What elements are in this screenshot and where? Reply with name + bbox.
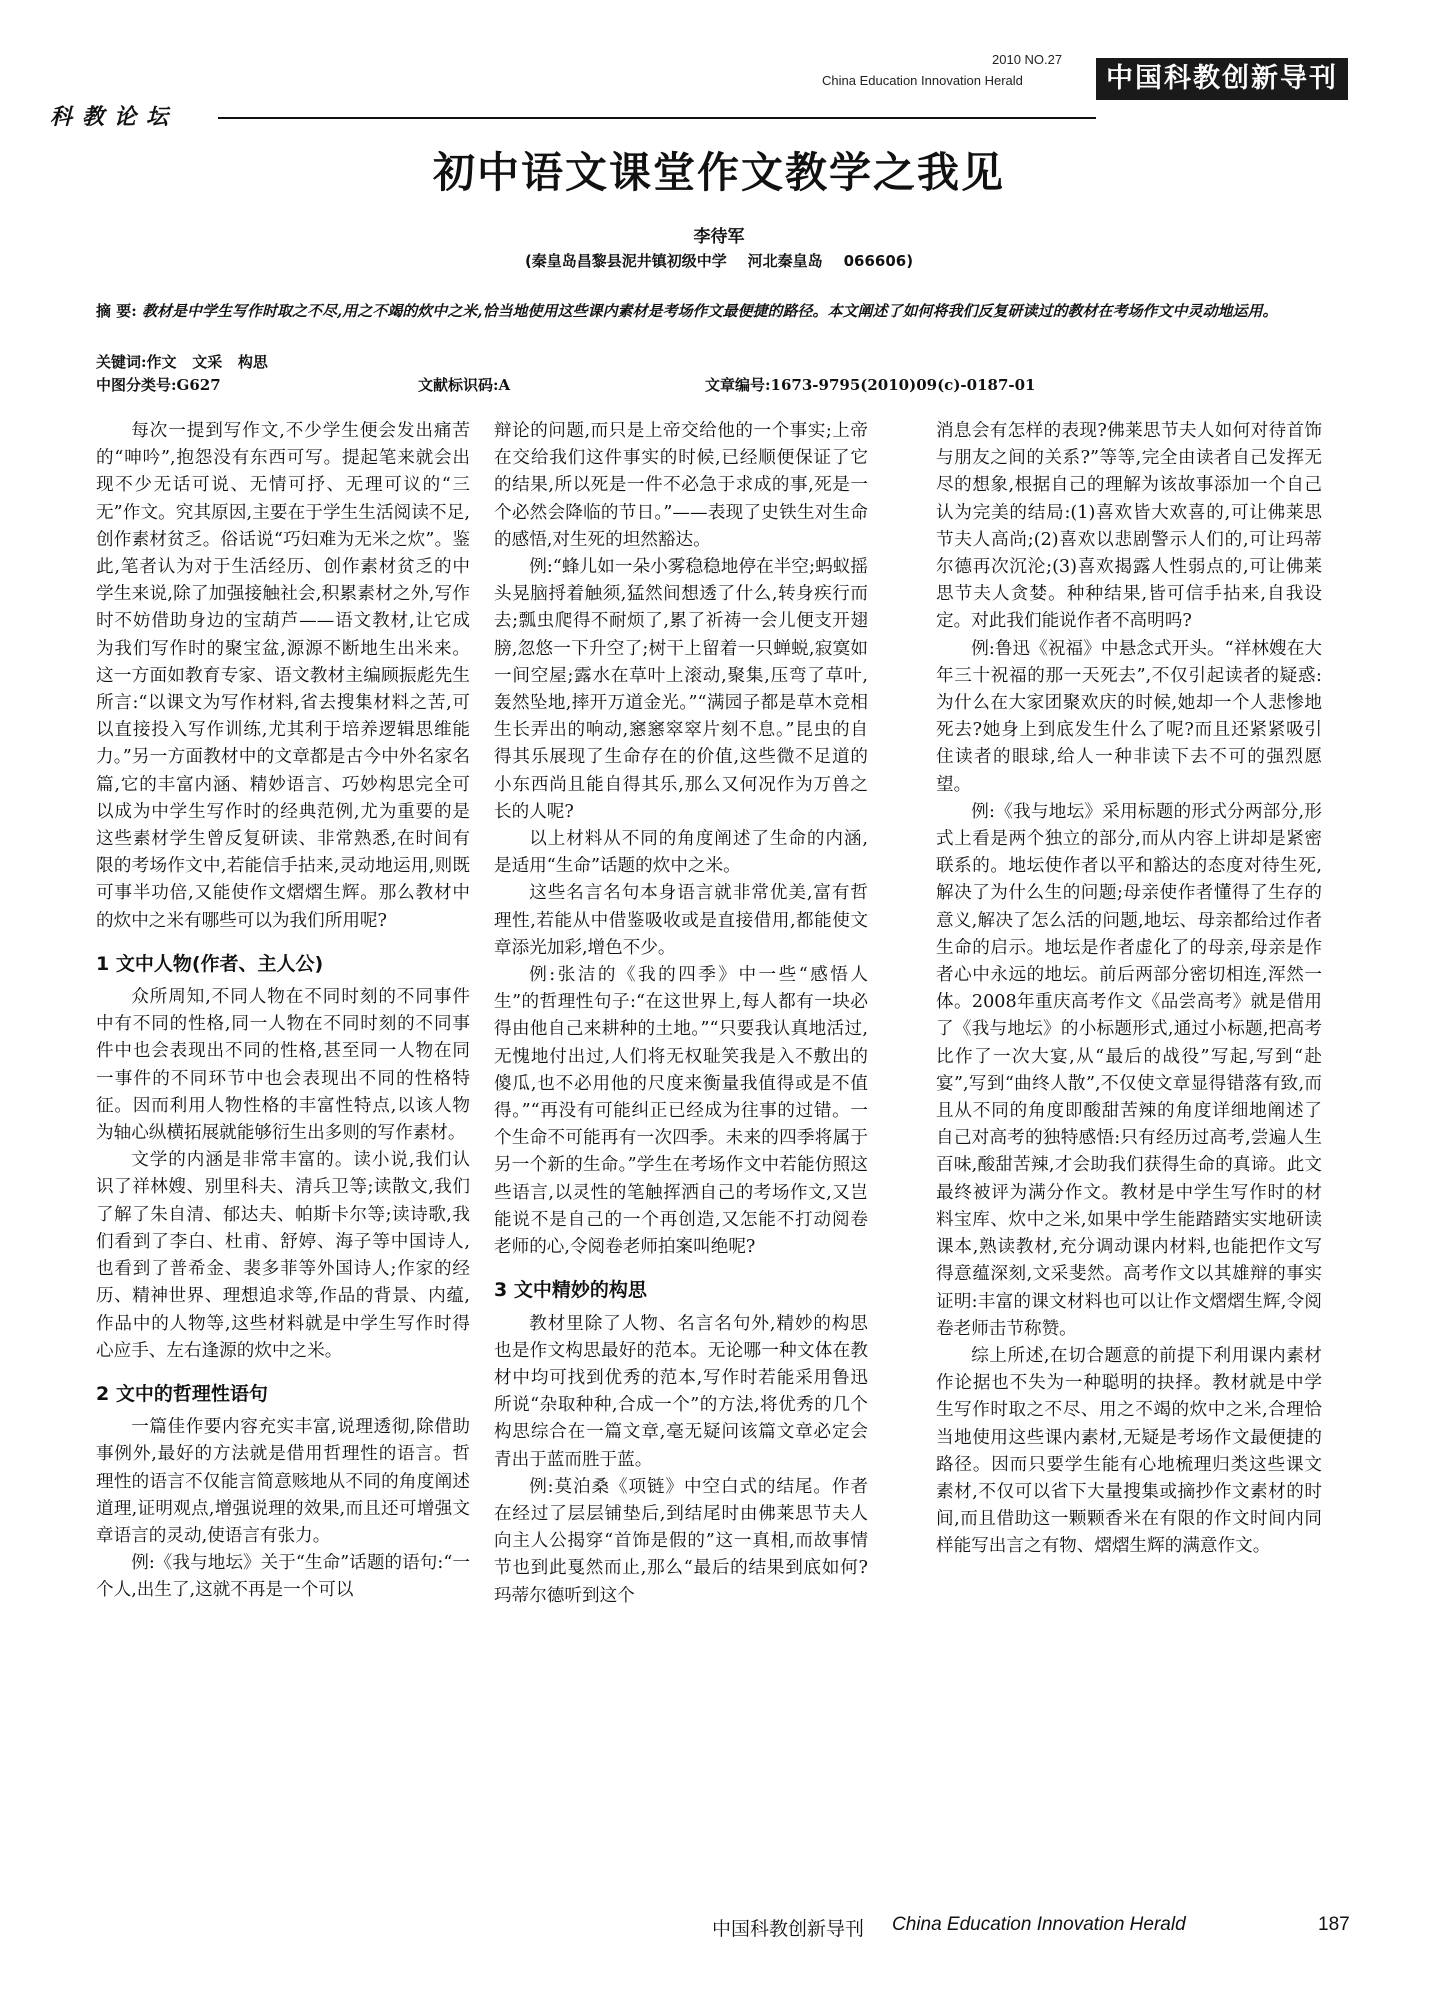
section-heading-2: 2 文中的哲理性语句 (96, 1382, 268, 1405)
keywords-text: 作文 文采 构思 (146, 353, 268, 371)
document-code (418, 374, 510, 396)
section-heading-1: 1 文中人物(作者、主人公) (96, 952, 324, 975)
paragraph: 一篇佳作要内容充实丰富,说理透彻,除借助事例外,最好的方法就是借用哲理性的语言。哲理性的语言不仅能言简意赅地从不同的角度阐述道理,证明观点,增强说理的效果,而且还可增强文章语言的灵动,使语言有张力。 (96, 1417, 470, 1546)
paragraph: 例:《我与地坛》关于“生命”话题的语句:“一个人,出生了,这就不再是一个可以 (96, 1553, 470, 1601)
paragraph: 众所周知,不同人物在不同时刻的不同事件中有不同的性格,同一人物在不同时刻的不同事件中也会表现出不同的性格,甚至同一人物在同一事件的不同环节中也会表现出不同的性格特征。因而利用人物性格的丰富性特点,以该人物为轴心纵横拓展就能够衍生出多则的写作素材。 (96, 987, 470, 1144)
article-no-value: 1673-9795(2010)09(c)-0187-01 (770, 376, 1036, 394)
author-affiliation: (秦皇岛昌黎县泥井镇初级中学 河北秦皇岛 066606) (524, 252, 914, 270)
abstract (96, 300, 1346, 322)
clc-label: 中图分类号: (96, 376, 177, 394)
abstract-label: 摘 要: (96, 302, 137, 320)
author-name: 李待军 (693, 227, 745, 247)
section-label: 科教论坛 (50, 104, 179, 130)
paragraph: 辩论的问题,而只是上帝交给他的一个事实;上帝在交给我们这件事实的时候,已经顺便保证了它的结果,所以死是一件不必急于求成的事,死是一个必然会降临的节日。”——表现了史铁生对生命的感悟,对生死的坦然豁达。 (494, 421, 868, 550)
article-number (705, 374, 1036, 396)
paragraph: 消息会有怎样的表现?佛莱思节夫人如何对待首饰与朋友之间的关系?”等等,完全由读者自己发挥无尽的想象,根据自己的理解为该故事添加一个自己认为完美的结局:(1)喜欢皆大欢喜的,可让佛莱思节夫人高尚;(2)喜欢以悲剧警示人们的,可让玛蒂尔德再次沉沦;(3)喜欢揭露人性弱点的,可让佛莱思节夫人贪婪。种种结果,皆可信手拈来,自我设定。对此我们能说作者不高明吗? (936, 421, 1322, 632)
doc-code-value: A (498, 376, 511, 394)
issue-number: 2010 NO.27 (992, 52, 1063, 67)
paragraph: 文学的内涵是非常丰富的。读小说,我们认识了祥林嫂、别里科夫、清兵卫等;读散文,我们了解了朱自清、郁达夫、帕斯卡尔等;读诗歌,我们看到了李白、杜甫、舒婷、海子等中国诗人,也看到了普希金、裴多菲等外国诗人;作家的经历、精神世界、理想追求等,作品的背景、内蕴,作品中的人物等,这些材料就是中学生写作时得心应手、左右逢源的炊中之米。 (96, 1150, 470, 1361)
paragraph: 例:《我与地坛》采用标题的形式分两部分,形式上看是两个独立的部分,而从内容上讲却是紧密联系的。地坛使作者以平和豁达的态度对待生死,解决了为什么生的问题;母亲使作者懂得了生存的意义,解决了怎么活的问题,地坛、母亲都给过作者生命的启示。地坛是作者虚化了的母亲,母亲是作者心中永远的地坛。前后两部分密切相连,浑然一体。2008年重庆高考作文《品尝高考》就是借用了《我与地坛》的小标题形式,通过小标题,把高考比作了一次大宴,从“最后的战役”写起,写到“赴宴”,写到“曲终人散”,不仅使文章显得错落有致,而且从不同的角度即酸甜苦辣的角度详细地阐述了自己对高考的独特感悟:只有经历过高考,尝遍人生百味,酸甜苦辣,才会助我们获得生命的真谛。此文最终被评为满分作文。教材是中学生写作时的材料宝库、炊中之米,如果中学生能踏踏实实地研读课本,熟读教材,充分调动课内材料,也能把作文写得意蕴深刻,文采斐然。高考作文以其雄辩的事实证明:丰富的课文材料也可以让作文熠熠生辉,令阅卷老师击节称赞。 (936, 801, 1322, 1339)
footer-journal-en: China Education Innovation Herald (892, 1914, 1186, 1935)
footer-journal-cn: 中国科教创新导刊 (712, 1919, 865, 1940)
paragraph: 例:莫泊桑《项链》中空白式的结尾。作者在经过了层层铺垫后,到结尾时由佛莱思节夫人向主人公揭穿“首饰是假的”这一真相,而故事情节也到此戛然而止,那么“最后的结果到底如何?玛蒂尔德听到这个 (494, 1476, 868, 1606)
paragraph: 教材里除了人物、名言名句外,精妙的构思也是作文构思最好的范本。无论哪一种文体在教材中均可找到优秀的范本,写作时若能采用鲁迅所说“杂取种种,合成一个”的方法,将优秀的几个构思综合在一篇文章,毫无疑问该篇文章必定会青出于蓝而胜于蓝。 (494, 1313, 868, 1470)
page-number: 187 (1318, 1914, 1350, 1935)
keywords (96, 351, 268, 373)
clc-number (96, 374, 221, 396)
doc-code-label: 文献标识码: (418, 376, 499, 394)
paragraph: 例:鲁迅《祝福》中悬念式开头。“祥林嫂在大年三十祝福的那一天死去”,不仅引起读者的疑惑:为什么在大家团聚欢庆的时候,她却一个人悲惨地死去?她身上到底发生什么了呢?而且还紧紧吸引住读者的眼球,给人一种非读下去不可的强烈愿望。 (936, 638, 1322, 795)
column-2 (494, 418, 868, 1610)
header-rule (218, 117, 1096, 119)
paragraph: 例:张洁的《我的四季》中一些“感悟人生”的哲理性句子:“在这世界上,每人都有一块必得由他自己来耕种的土地。”“只要我认真地活过,无愧地付出过,人们将无权耻笑我是入不敷出的傻瓜,也不必用他的尺度来衡量我值得或是不值得。”“再没有可能纠正已经成为往事的过错。一个生命不可能再有一次四季。未来的四季将属于另一个新的生命。”学生在考场作文中若能仿照这些语言,以灵性的笔触挥洒自己的考场作文,又岂能说不是自己的一个再创造,又怎能不打动阅卷老师的心,令阅卷老师拍案叫绝呢? (494, 965, 868, 1258)
abstract-text: 教材是中学生写作时取之不尽,用之不竭的炊中之米,恰当地使用这些课内素材是考场作文最便捷的路径。本文阐述了如何将我们反复研读过的教材在考场作文中灵动地运用。 (142, 302, 1278, 320)
paragraph: 每次一提到写作文,不少学生便会发出痛苦的“呻吟”,抱怨没有东西可写。提起笔来就会出现不少无话可说、无情可抒、无理可议的“三无”作文。究其原因,主要在于学生生活阅读不足,创作素材贫乏。俗话说“巧妇难为无米之炊”。鉴此,笔者认为对于生活经历、创作素材贫乏的中学生来说,除了加强接触社会,积累素材之外,写作时不妨借助身边的宝葫芦——语文教材,让它成为我们写作时的聚宝盆,源源不断地生出米来。这一方面如教育专家、语文教材主编顾振彪先生所言:“以课文为写作材料,省去搜集材料之苦,可以直接投入写作训练,尤其利于培养逻辑思维能力。”另一方面教材中的文章都是古今中外名家名篇,它的丰富内涵、精妙语言、巧妙构思完全可以成为中学生写作时的经典范例,尤为重要的是这些素材学生曾反复研读、非常熟悉,在时间有限的考场作文中,若能信手拈来,灵动地运用,则既可事半功倍,又能使作文熠熠生辉。那么教材中的炊中之米有哪些可以为我们所用呢? (96, 421, 470, 931)
clc-value: G627 (176, 376, 221, 394)
keywords-label: 关键词: (96, 353, 147, 371)
section-heading-3: 3 文中精妙的构思 (494, 1279, 647, 1302)
paragraph: 综上所述,在切合题意的前提下利用课内素材作论据也不失为一种聪明的抉择。教材就是中学生写作时取之不尽、用之不竭的炊中之米,合理恰当地使用这些课内素材,无疑是考场作文最便捷的路径。因而只要学生能有心地梳理归类这些课文素材,不仅可以省下大量搜集或摘抄作文素材的时间,而且借助这一颗颗香米在有限的作文时间内同样能写出言之有物、熠熠生辉的满意作文。 (936, 1345, 1322, 1557)
journal-masthead: 中国科教创新导刊 (1096, 58, 1348, 100)
paragraph: 以上材料从不同的角度阐述了生命的内涵,是适用“生命”话题的炊中之米。 (494, 829, 868, 877)
paragraph: 例:“蜂儿如一朵小雾稳稳地停在半空;蚂蚁摇头晃脑捋着触须,猛然间想透了什么,转身疾行而去;瓢虫爬得不耐烦了,累了祈祷一会儿便支开翅膀,忽悠一下升空了;树干上留着一只蝉蜕,寂寞如一间空屋;露水在草叶上滚动,聚集,压弯了草叶,轰然坠地,摔开万道金光。”“满园子都是草木竞相生长弄出的响动,窸窸窣窣片刻不息。”昆虫的自得其乐展现了生命存在的价值,这些微不足道的小东西尚且能自得其乐,那么又何况作为万兽之长的人呢? (494, 557, 868, 822)
paragraph: 这些名言名句本身语言就非常优美,富有哲理性,若能从中借鉴吸收或是直接借用,都能使文章添光加彩,增色不少。 (494, 883, 868, 958)
column-1 (96, 418, 470, 1605)
column-3 (936, 418, 1322, 1561)
article-no-label: 文章编号: (705, 376, 771, 394)
journal-name-en: China Education Innovation Herald (822, 73, 1023, 88)
article-title: 初中语文课堂作文教学之我见 (432, 148, 1005, 197)
